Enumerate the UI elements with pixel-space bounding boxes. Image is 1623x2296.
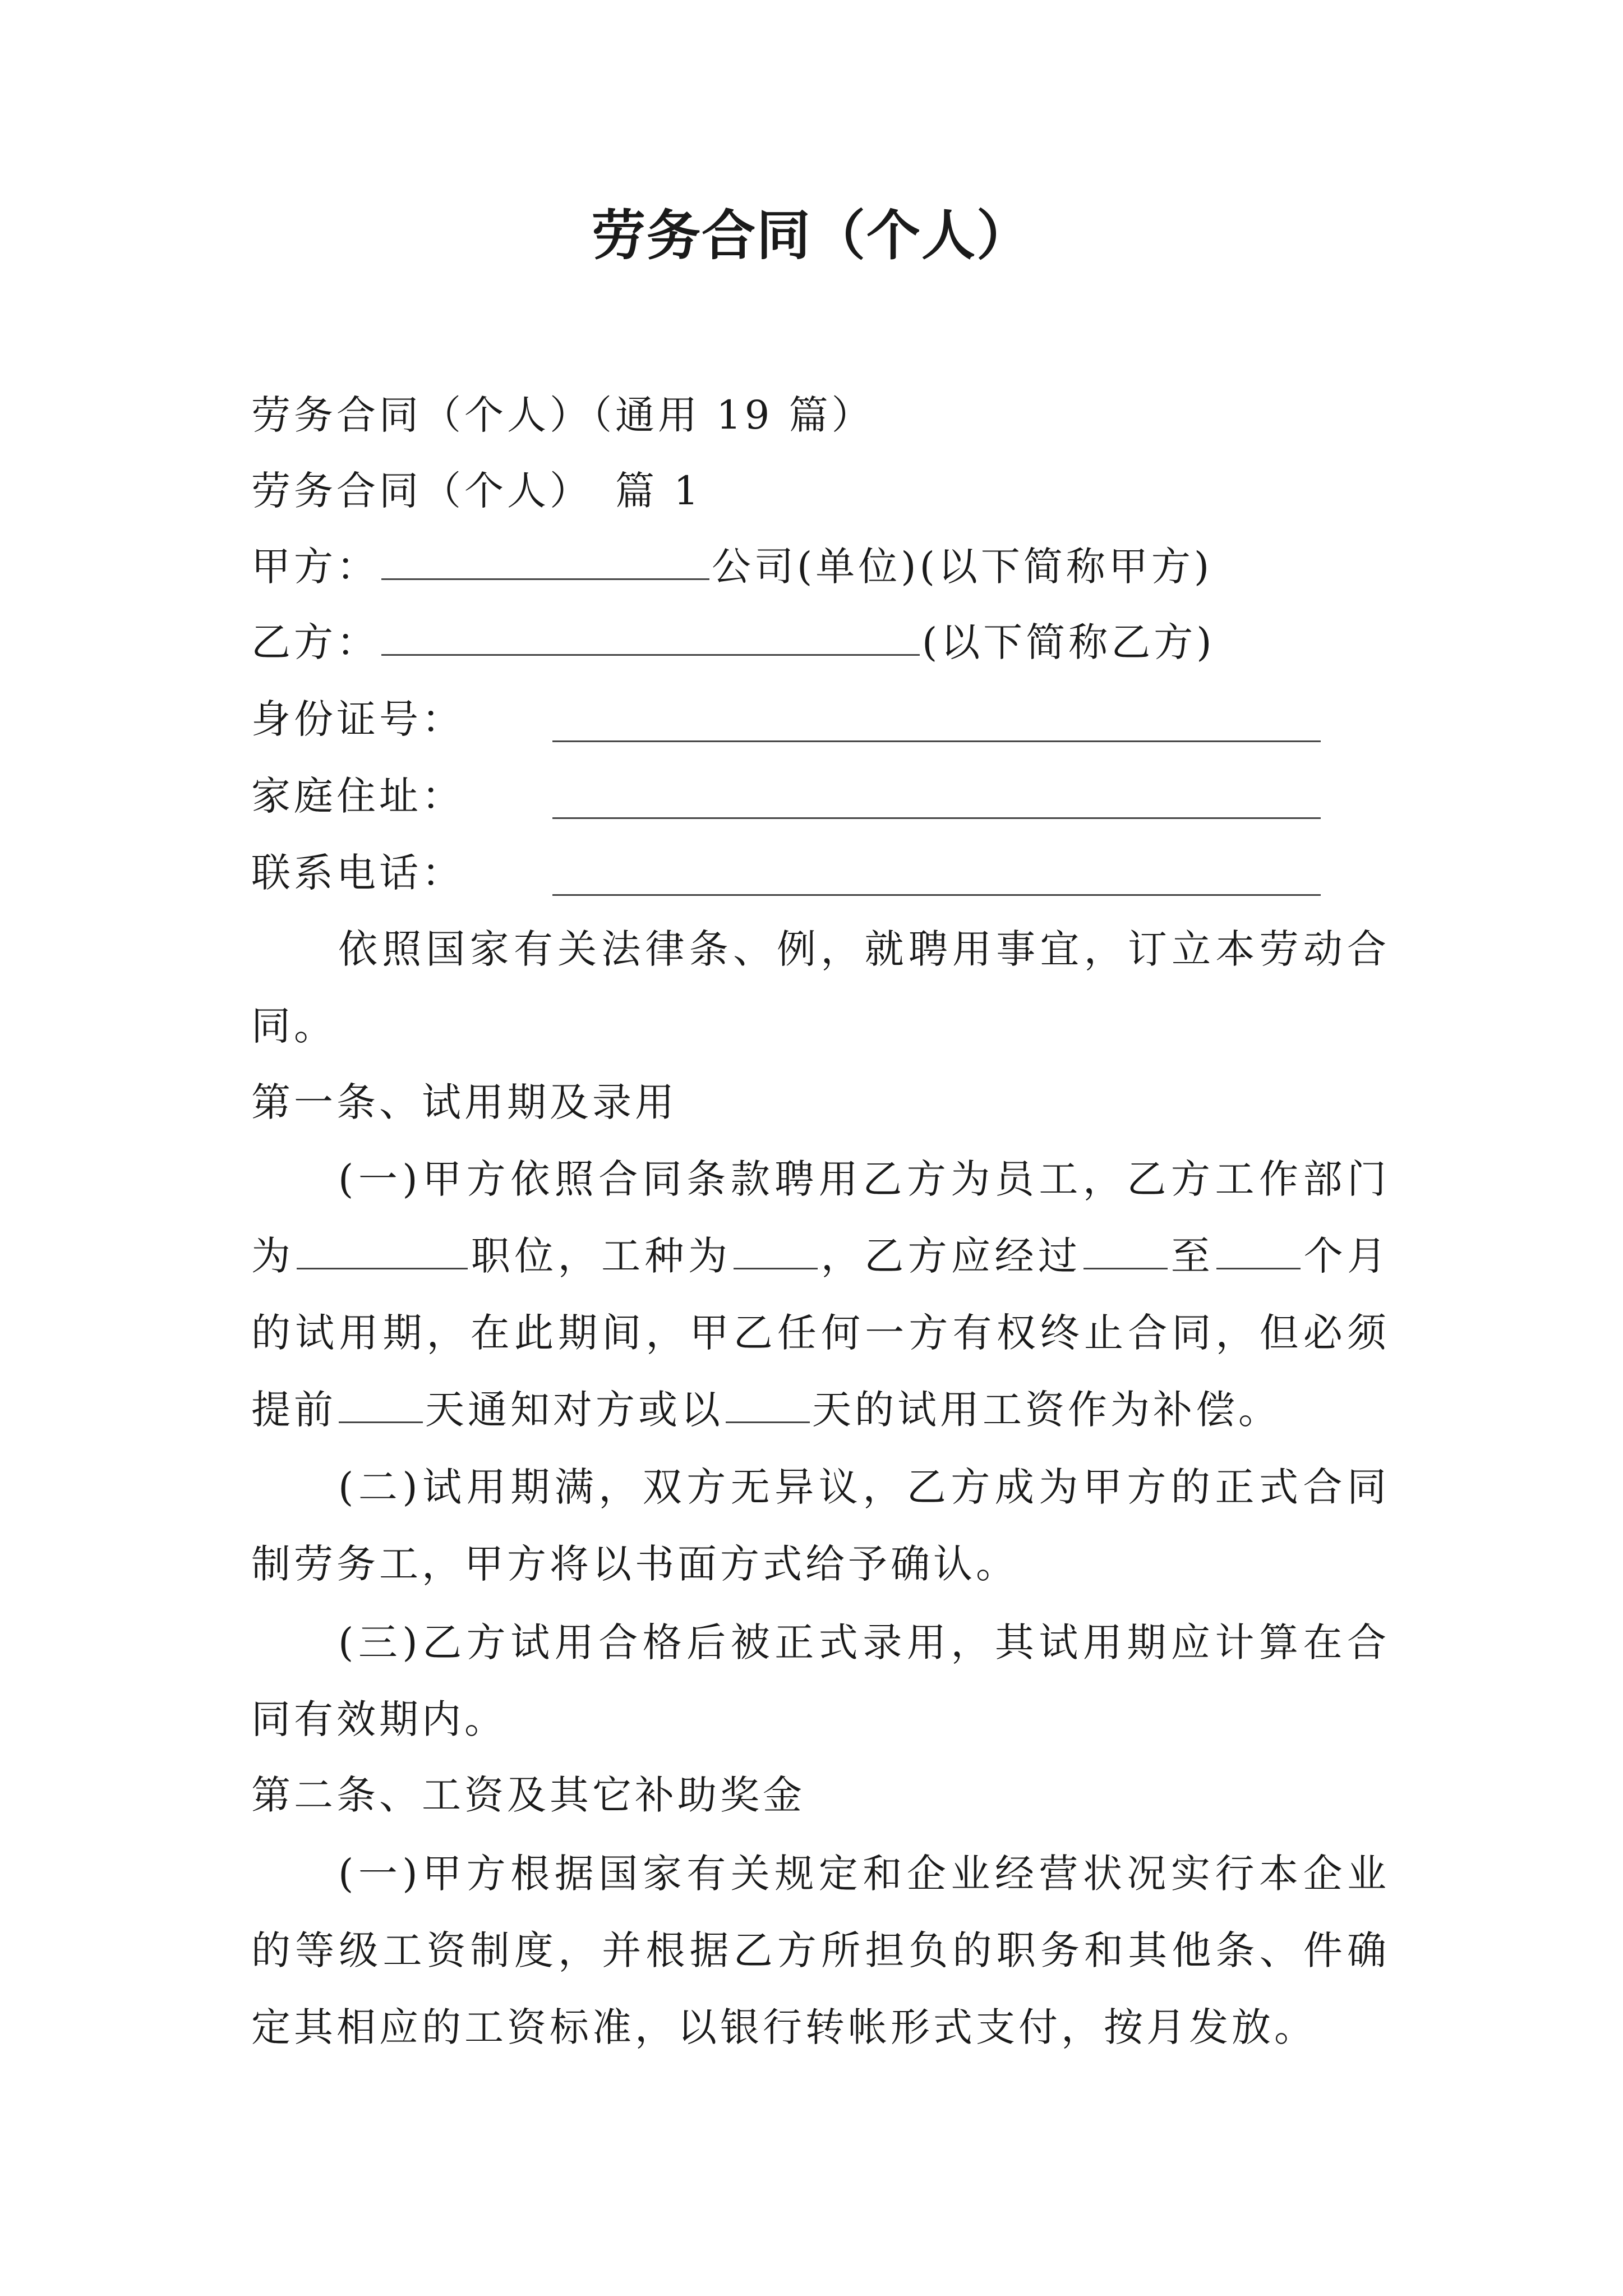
party-a-label: 甲方： [251,544,379,590]
article-1-clause-2: (二)试用期满，双方无异议，乙方成为甲方的正式合同制劳务工，甲方将以书面方式给予确认。 [251,1464,1390,1587]
article-1-clause-3: (三)乙方试用合格后被正式录用，其试用期应计算在合同有效期内。 [251,1619,1390,1742]
phone-line [251,845,464,901]
party-a-blank[interactable] [381,541,709,580]
clause-text: ，乙方应经过 [820,1233,1082,1279]
probation-from-blank[interactable] [1083,1231,1168,1269]
address-line [251,768,464,824]
party-b-suffix: (以下简称乙方) [922,619,1215,665]
article-2-title: 第二条、工资及其它补助奖金 [251,1772,805,1818]
address-blank[interactable] [552,817,1321,819]
clause-text: 职位，工种为 [470,1233,732,1279]
intro-paragraph: 依照国家有关法律条、例，就聘用事宜，订立本劳动合同。 [251,926,1390,1049]
document-title: 劳务合同（个人） [592,204,1031,267]
party-a-suffix: 公司(单位)(以下简称甲方) [712,544,1213,590]
address-label: 家庭住址： [251,773,464,819]
party-b-blank[interactable] [381,617,920,656]
clause-text: 天的试用工资作为补偿。 [812,1387,1281,1433]
document-subtitle: 劳务合同（个人）（通用 19 篇） [251,392,874,438]
clause-text: 至 [1170,1233,1215,1279]
phone-blank[interactable] [552,894,1321,896]
compensation-days-blank[interactable] [726,1384,810,1423]
notice-days-blank[interactable] [339,1384,423,1423]
clause-text: 个月的试用期，在此期间，甲乙任何一方有权终止合同，但必须提前 [251,1233,1390,1433]
department-blank[interactable] [297,1231,468,1269]
phone-label: 联系电话： [251,850,464,896]
probation-to-blank[interactable] [1216,1231,1301,1269]
id-label: 身份证号： [251,696,464,742]
party-b-label: 乙方： [251,619,379,665]
clause-text: (一)甲方依照合同条款聘用乙方为员工，乙方工作部门为 [251,1156,1390,1279]
party-a-line [251,539,1212,595]
section-heading: 劳务合同（个人） 篇 1 [251,468,702,514]
clause-text: 天通知对方或以 [425,1387,723,1433]
job-type-blank[interactable] [734,1231,818,1269]
id-line [251,691,464,747]
article-1-clause-1 [251,1141,1390,1448]
article-1-title: 第一条、试用期及录用 [251,1079,677,1125]
id-blank[interactable] [552,740,1321,742]
article-2-clause-1: (一)甲方根据国家有关规定和企业经营状况实行本企业的等级工资制度，并根据乙方所担负的职务和其他条、件确定其相应的工资标准，以银行转帐形式支付，按月发放。 [251,1851,1390,2050]
party-b-line [251,614,1215,670]
